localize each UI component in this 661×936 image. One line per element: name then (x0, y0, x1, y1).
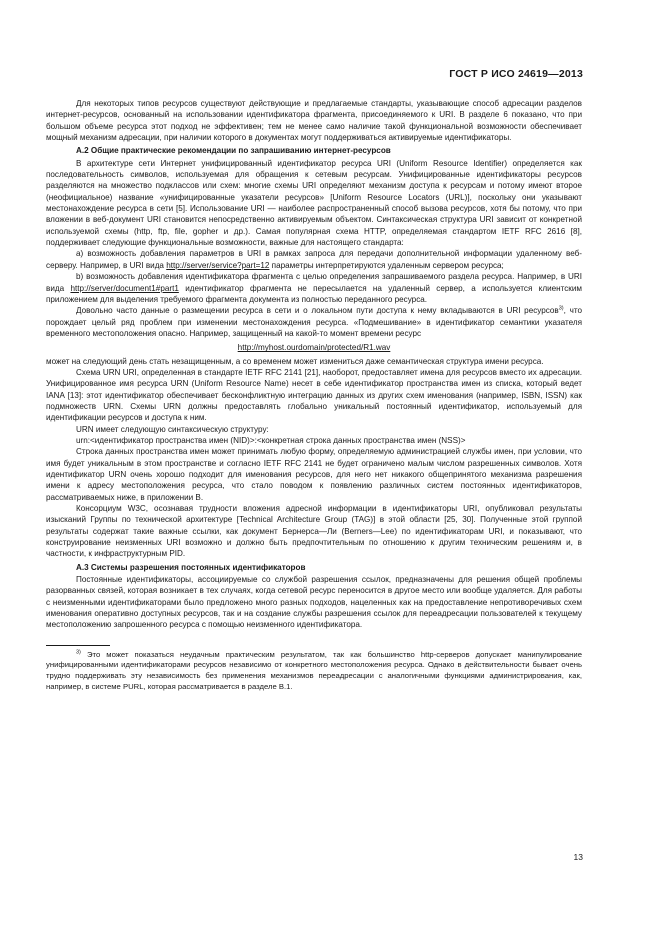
page-header-title: ГОСТ Р ИСО 24619—2013 (449, 68, 583, 80)
page-number: 13 (573, 852, 583, 862)
list-item-a-text-start: а) возможность добавления параметров в URI в рамках запроса для передачи дополнительной информации удаленному веб-серверу. Например, в URI вида (46, 249, 582, 270)
list-item-b-text-end: идентификатор фрагмента не пересылается на удаленный сервер, а используется клиентским приложением для выделения требуемого фрагмента документа из полностью переданного ресурса. (46, 283, 582, 304)
footnote-text (46, 650, 582, 692)
footnote-reference: 3) (558, 305, 564, 312)
url-service-part: http://server/service?part=12 (166, 260, 270, 270)
url-protected-resource: http://myhost.ourdomain/protected/R1.wav (237, 343, 391, 353)
paragraph-intro: Для некоторых типов ресурсов существуют действующие и предлагаемые стандарты, указывающие способ адресации разделов интернет-ресурсов, основанный на использовании идентификатора фрагмента, присоединяемого к URI. В разделе 6 показано, что при большом объеме ресурса этот подход не эффективен; тем не менее само наличие такой функциональной возможности обеспечивает мощный механизм адресации, при наличии которого в документах могут поддерживаться активируемые идентификаторы. (46, 99, 582, 143)
example-url-centered (46, 342, 582, 353)
list-item-b-text-start: b) возможность добавления идентификатора фрагмента с целью определения запрашиваемого раздела ресурса. Например, в URI вида (46, 272, 582, 293)
paragraph-next-day: может на следующий день стать незащищенным, а со временем может измениться даже семантическая структура имени ресурса. (46, 356, 544, 366)
paragraph-urn-scheme: Схема URN URI, определенная в стандарте IETF RFC 2141 [21], наоборот, предоставляет имена для ресурсов вместо их адресации. Унифицированное имя ресурса URN (Uniform Resource Name) несет в себе идентификатор пространства имен из списка, который ведет IANA [13]: этот идентификатор обеспечивает бесконфликтную интеграцию данных из других схем именования (например, ISBN, ISSN) как подмножеств URN. Схемы URN должны предоставлять глобально уникальный постоянный идентификатор, используемый для идентификации ресурсов и доступа к ним. (46, 367, 582, 423)
section-heading-a3: А.3 Системы разрешения постоянных идентификаторов (76, 562, 306, 572)
paragraph-location-embedding (46, 305, 582, 339)
paragraph-w3c: Консорциум W3C, осознавая трудности вложения адресной информации в идентификаторы URI, опубликовал результаты изысканий Группы по технической архитектуре [Technical Architecture Group (TAG)] в этой области [25, 30]. Полученные этой группой результаты содержат такие важные ссылки, как документ Бернерса—Ли (Berners—Lee) по идентификаторам URI, и показывают, что конструирование неизменных URI возможно и должно быть предпочтительным по отношению к другим техническим решениям и, в частности, к инфраструктурным PID. (46, 504, 582, 559)
list-item-a-text-end: параметры интерпретируются удаленным сервером ресурса; (269, 260, 504, 270)
paragraph-urn-syntax-intro: URN имеет следующую синтаксическую структуру: (76, 424, 269, 434)
paragraph-nss: Строка данных пространства имен может принимать любую форму, определяемую администрацией службы имен, при условии, что имя будет уникальным в этом пространстве и согласно IETF RFC 2141 не будет ограничено малым числом разрешенных символов. Хотя идентификатор URN очень хорошо подходит для именования ресурсов, для него нет никакого общепринятого механизма разрешения имени к адресу местоположения ресурса, что стало поводом к появлению различных систем постоянных идентификаторов, рассматриваемых ниже, в приложении В. (46, 447, 582, 502)
paragraph-location-text-start: Довольно часто данные о размещении ресурса в сети и о локальном пути доступа к нему вкладываются в URI ресурсов (76, 306, 559, 316)
list-item-b (46, 271, 582, 305)
urn-syntax-line: urn:<идентификатор пространства имен (NID)>:<конкретная строка данных пространства имен (NSS)> (76, 435, 466, 445)
paragraph-uri-architecture: В архитектуре сети Интернет унифицированный идентификатор ресурса URI (Uniform Resource Identifier) определяется как последовательность символов, используемая для обращения к сетевым ресурсам. Унифицированные идентификаторы ресурсов разделяются на множество подклассов или схем: многие схемы URI определяют механизм доступа к ресурсам и потому имеют второе (неофициальное) название «унифицированные указатели ресурсов» [Uniform Resource Locators (URL)], поскольку они указывают местонахождение ресурса в сети [5]. Использование URI — наиболее распространенный способ вызова ресурсов, хотя бы потому, что при вложении в веб-документ URI становится непосредственно активируемым объектом. Синтаксическая структура URI зависит от конкретной используемой схемы (http, ftp, file, gopher и др.). Самая популярная схема HTTP, определяемая стандартом IETF RFC 2616 [8], поддерживает следующие функциональные возможности, важные для настоящего стандарта: (46, 158, 582, 248)
list-item-a (46, 248, 582, 271)
footnote-divider (46, 645, 110, 646)
section-heading-a2: А.2 Общие практические рекомендации по запрашиванию интернет-ресурсов (76, 146, 391, 156)
paragraph-persistent-identifiers: Постоянные идентификаторы, ассоциируемые со службой разрешения ссылок, предназначены для решения общей проблемы разорванных связей, которая возникает в тех случаях, когда сетевой ресурс переносится в другое место или вообще удаляется. Для работы с неизменными идентификаторами было предложено много разных подходов, нацеленных как на предоставление непротиворечивых схем именования оперативно доступных ресурсов, так и на создание службы разрешения ссылок для переадресации пользователей к текущему местоположению запрошенного ресурса с помощью неизменного идентификатора. (46, 575, 582, 630)
footnote-marker: 3) (76, 649, 81, 656)
url-document-fragment: http://server/document1#part1 (70, 283, 179, 293)
main-content (46, 98, 582, 692)
footnote (46, 650, 582, 692)
footnote-body: Это может показаться неудачным практическим результатом, так как большинство http-серверов допускает манипулирование унифицированными идентификаторами ресурсов независимо от конкретного местоположения ресурса. Однако в действительности бывает очень трудно поддерживать эту независимость без применения механизмов переадресации с аналогичными функциями администрирования, как, например, в системе PURL, которая рассматривается в разделе В.1. (46, 649, 582, 691)
paragraph-location-text-end: , что порождает целый ряд проблем при изменении местонахождения ресурса. «Подмешивание» в идентификатор семантики указателя временного местоположения опасно. Например, защищенный на какой-то момент времени ресурс (46, 306, 582, 338)
